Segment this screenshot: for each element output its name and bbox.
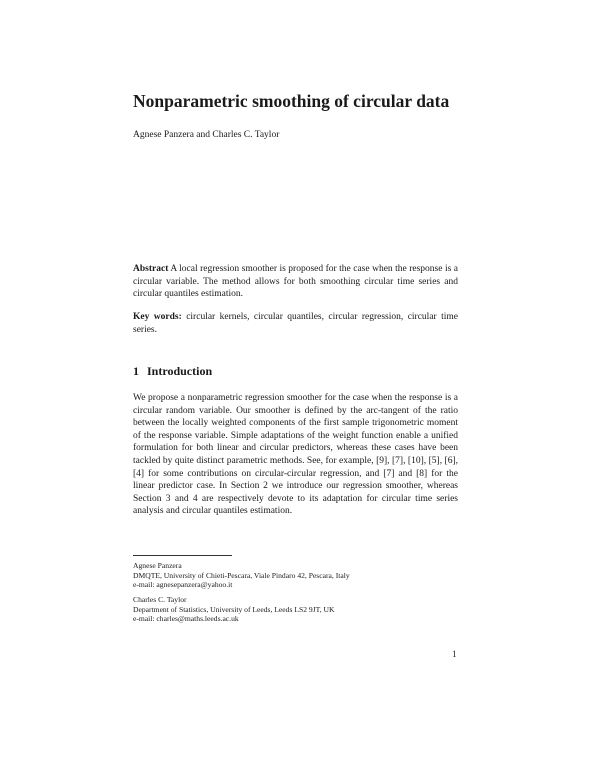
- abstract: [133, 263, 458, 301]
- intro-paragraph: We propose a nonparametric regression smoother for the case when the response is a circular random variable. Our smoother is defined by the arc-tangent of the ratio between the locally weighted components of the first sample trigonometric moment of the response variable. Simple adaptations of the weight function enable a unified formulation for both linear and circular predictors, whereas these cases have been tackled by quite distinct parametric methods. See, for example, [9], [7], [10], [5], [6], [4] for some contributions on circular-circular regression, and [7] and [8] for the linear predictor case. In Section 2 we introduce our regression smoother, whereas Section 3 and 4 are respectively devote to its adaptation for circular time series analysis and circular quantiles estimation.: [133, 393, 458, 517]
- footnote-affiliation: Department of Statistics, University of Leeds, Leeds LS2 9JT, UK: [133, 604, 335, 614]
- footnote-email: e-mail: agnesepanzera@yahoo.it: [133, 580, 233, 590]
- section-heading: [133, 364, 212, 379]
- paper-title: Nonparametric smoothing of circular data: [133, 91, 450, 111]
- section-number: 1: [133, 364, 139, 378]
- footnote-author-1: [133, 561, 350, 590]
- footnote-name: Agnese Panzera: [133, 561, 182, 570]
- footnote-email: e-mail: charles@maths.leeds.ac.uk: [133, 614, 239, 624]
- abstract-text: A local regression smoother is proposed for the case when the response is a circular variable. The method allows for both smoothing circular time series and circular quantiles estimation.: [133, 264, 458, 300]
- footnote-author-2: [133, 595, 334, 624]
- footnote-affiliation: DMQTE, University of Chieti-Pescara, Viale Pindaro 42, Pescara, Italy: [133, 570, 350, 580]
- keywords: [133, 311, 458, 336]
- keywords-label: Key words:: [133, 312, 182, 322]
- section-title: Introduction: [147, 364, 213, 378]
- keywords-text: circular kernels, circular quantiles, circular regression, circular time series.: [133, 312, 459, 335]
- abstract-label: Abstract: [133, 264, 169, 274]
- page-number: 1: [452, 649, 457, 659]
- footnote-rule: [133, 555, 232, 556]
- authors: Agnese Panzera and Charles C. Taylor: [133, 130, 280, 140]
- footnote-name: Charles C. Taylor: [133, 595, 187, 604]
